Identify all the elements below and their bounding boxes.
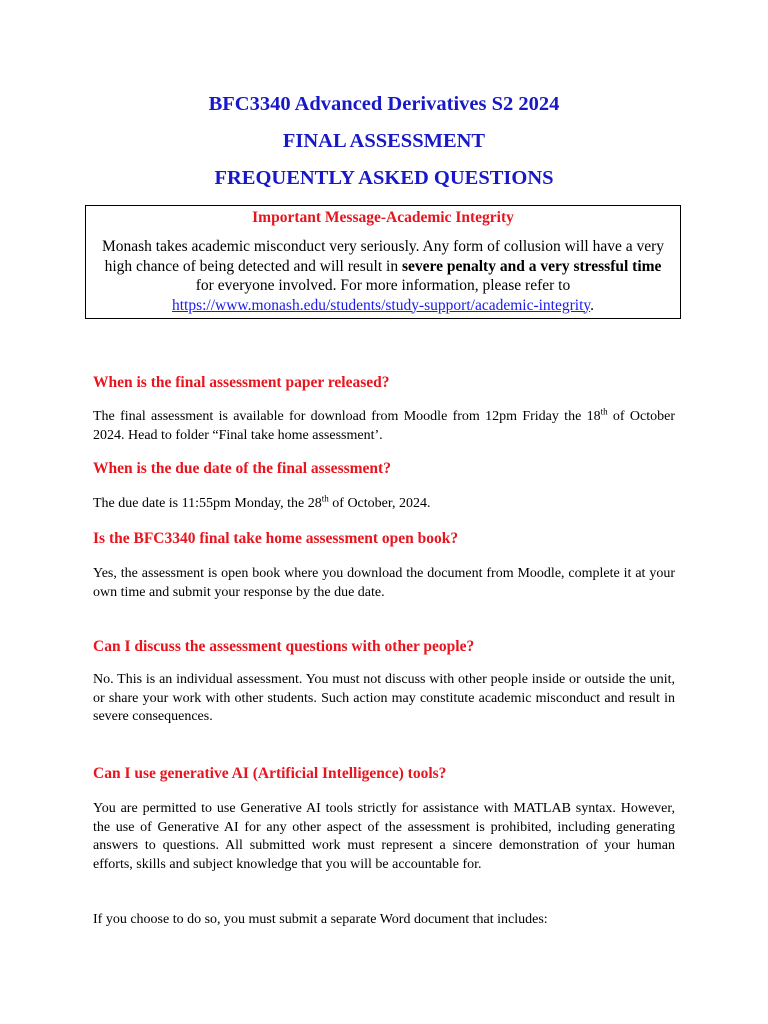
question-open-book: Is the BFC3340 final take home assessment open book?	[93, 530, 459, 547]
notice-body	[86, 237, 680, 315]
notice-heading: Important Message-Academic Integrity	[252, 209, 514, 226]
answer-open-book: Yes, the assessment is open book where you download the document from Moodle, complete it at your own time and submit your response by the due date.	[93, 566, 675, 600]
answer-release-text-1: The final assessment is available for download from Moodle from 12pm Friday the 18	[93, 409, 601, 424]
notice-text-1: Monash takes academic misconduct very seriously. Any form of collusion will have a very high chance of being detected and will result in	[101, 238, 665, 275]
academic-integrity-notice	[85, 205, 681, 319]
answer-generative-ai: You are permitted to use Generative AI tools strictly for assistance with MATLAB syntax. However, the use of Generative AI for any other aspect of the assessment is prohibited, including generating answers to questions. All submitted work must represent a sincere demonstration of your human efforts, skills and subject knowledge that you will be accountable for.	[93, 801, 675, 872]
academic-integrity-link[interactable]: https://www.monash.edu/students/study-support/academic-integrity	[171, 296, 591, 314]
course-title: BFC3340 Advanced Derivatives S2 2024	[208, 93, 560, 115]
question-generative-ai: Can I use generative AI (Artificial Intelligence) tools?	[93, 765, 447, 782]
answer-generative-ai-followup: If you choose to do so, you must submit a separate Word document that includes:	[93, 912, 548, 927]
assessment-title: FINAL ASSESSMENT	[282, 130, 486, 152]
question-discuss: Can I discuss the assessment questions with other people?	[93, 638, 475, 655]
notice-bold-text: severe penalty and a very stressful time	[401, 257, 662, 275]
answer-discuss: No. This is an individual assessment. You must not discuss with other people inside or outside the unit, or share your work with other students. Such action may constitute academic misconduct and result in severe consequences.	[93, 672, 675, 724]
question-release: When is the final assessment paper released?	[93, 374, 390, 391]
notice-end: .	[590, 296, 595, 314]
answer-release-sup: th	[600, 406, 608, 417]
answer-due-sup: th	[321, 493, 329, 504]
faq-title: FREQUENTLY ASKED QUESTIONS	[214, 167, 554, 189]
answer-due-text-2: of October, 2024.	[328, 496, 431, 511]
question-due-date: When is the due date of the final assessment?	[93, 460, 391, 477]
answer-release-text-2: of October 2024. Head to folder “Final take home assessment’.	[93, 409, 675, 443]
answer-release	[93, 408, 675, 445]
notice-text-2: for everyone involved. For more information, please refer to	[195, 277, 571, 294]
document-title	[0, 86, 768, 197]
answer-due-date	[93, 495, 675, 514]
answer-due-text-1: The due date is 11:55pm Monday, the 28	[93, 496, 322, 511]
